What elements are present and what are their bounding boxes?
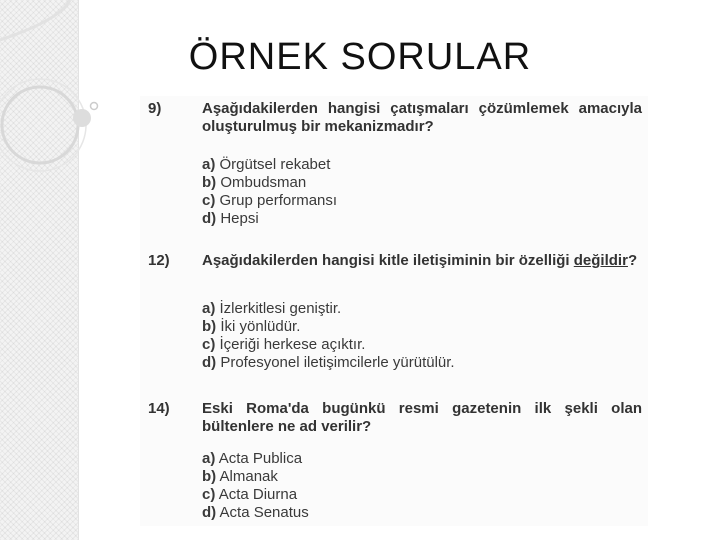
question-text: Eski Roma'da bugünkü resmi gazetenin ilk şekli olan bültenlere ne ad verilir?	[202, 400, 642, 435]
question-text: Aşağıdakilerden hangisi çatışmaları çözümlemek amacıyla oluşturulmuş bir mekanizmadır?	[202, 100, 642, 135]
option-c: c) İçeriği herkese açıktır.	[202, 336, 366, 353]
question-number: 14)	[148, 400, 170, 417]
option-d: d) Acta Senatus	[202, 504, 309, 521]
option-a: a) Acta Publica	[202, 450, 303, 467]
option-c: c) Acta Diurna	[202, 486, 298, 503]
question-number: 9)	[148, 100, 162, 117]
emphasis-word: değildir	[573, 252, 628, 269]
options-list	[202, 156, 337, 228]
question-text: Aşağıdakilerden hangisi kitle iletişiminin bir özelliği değildir?	[202, 252, 638, 269]
option-a: a) Örgütsel rekabet	[202, 156, 331, 173]
option-b: b) Almanak	[202, 468, 278, 485]
question-sheet	[140, 96, 648, 526]
option-d: d) Profesyonel iletişimcilerle yürütülür.	[202, 354, 455, 371]
slide-title: ÖRNEK SORULAR	[188, 36, 532, 78]
question-number: 12)	[148, 252, 170, 269]
option-d: d) Hepsi	[202, 210, 259, 227]
option-b: b) İki yönlüdür.	[202, 318, 301, 335]
options-list	[202, 300, 455, 372]
options-list	[202, 450, 309, 522]
option-b: b) Ombudsman	[202, 174, 307, 191]
option-a: a) İzlerkitlesi geniştir.	[202, 300, 342, 317]
decorative-circles	[0, 0, 140, 180]
option-c: c) Grup performansı	[202, 192, 338, 209]
